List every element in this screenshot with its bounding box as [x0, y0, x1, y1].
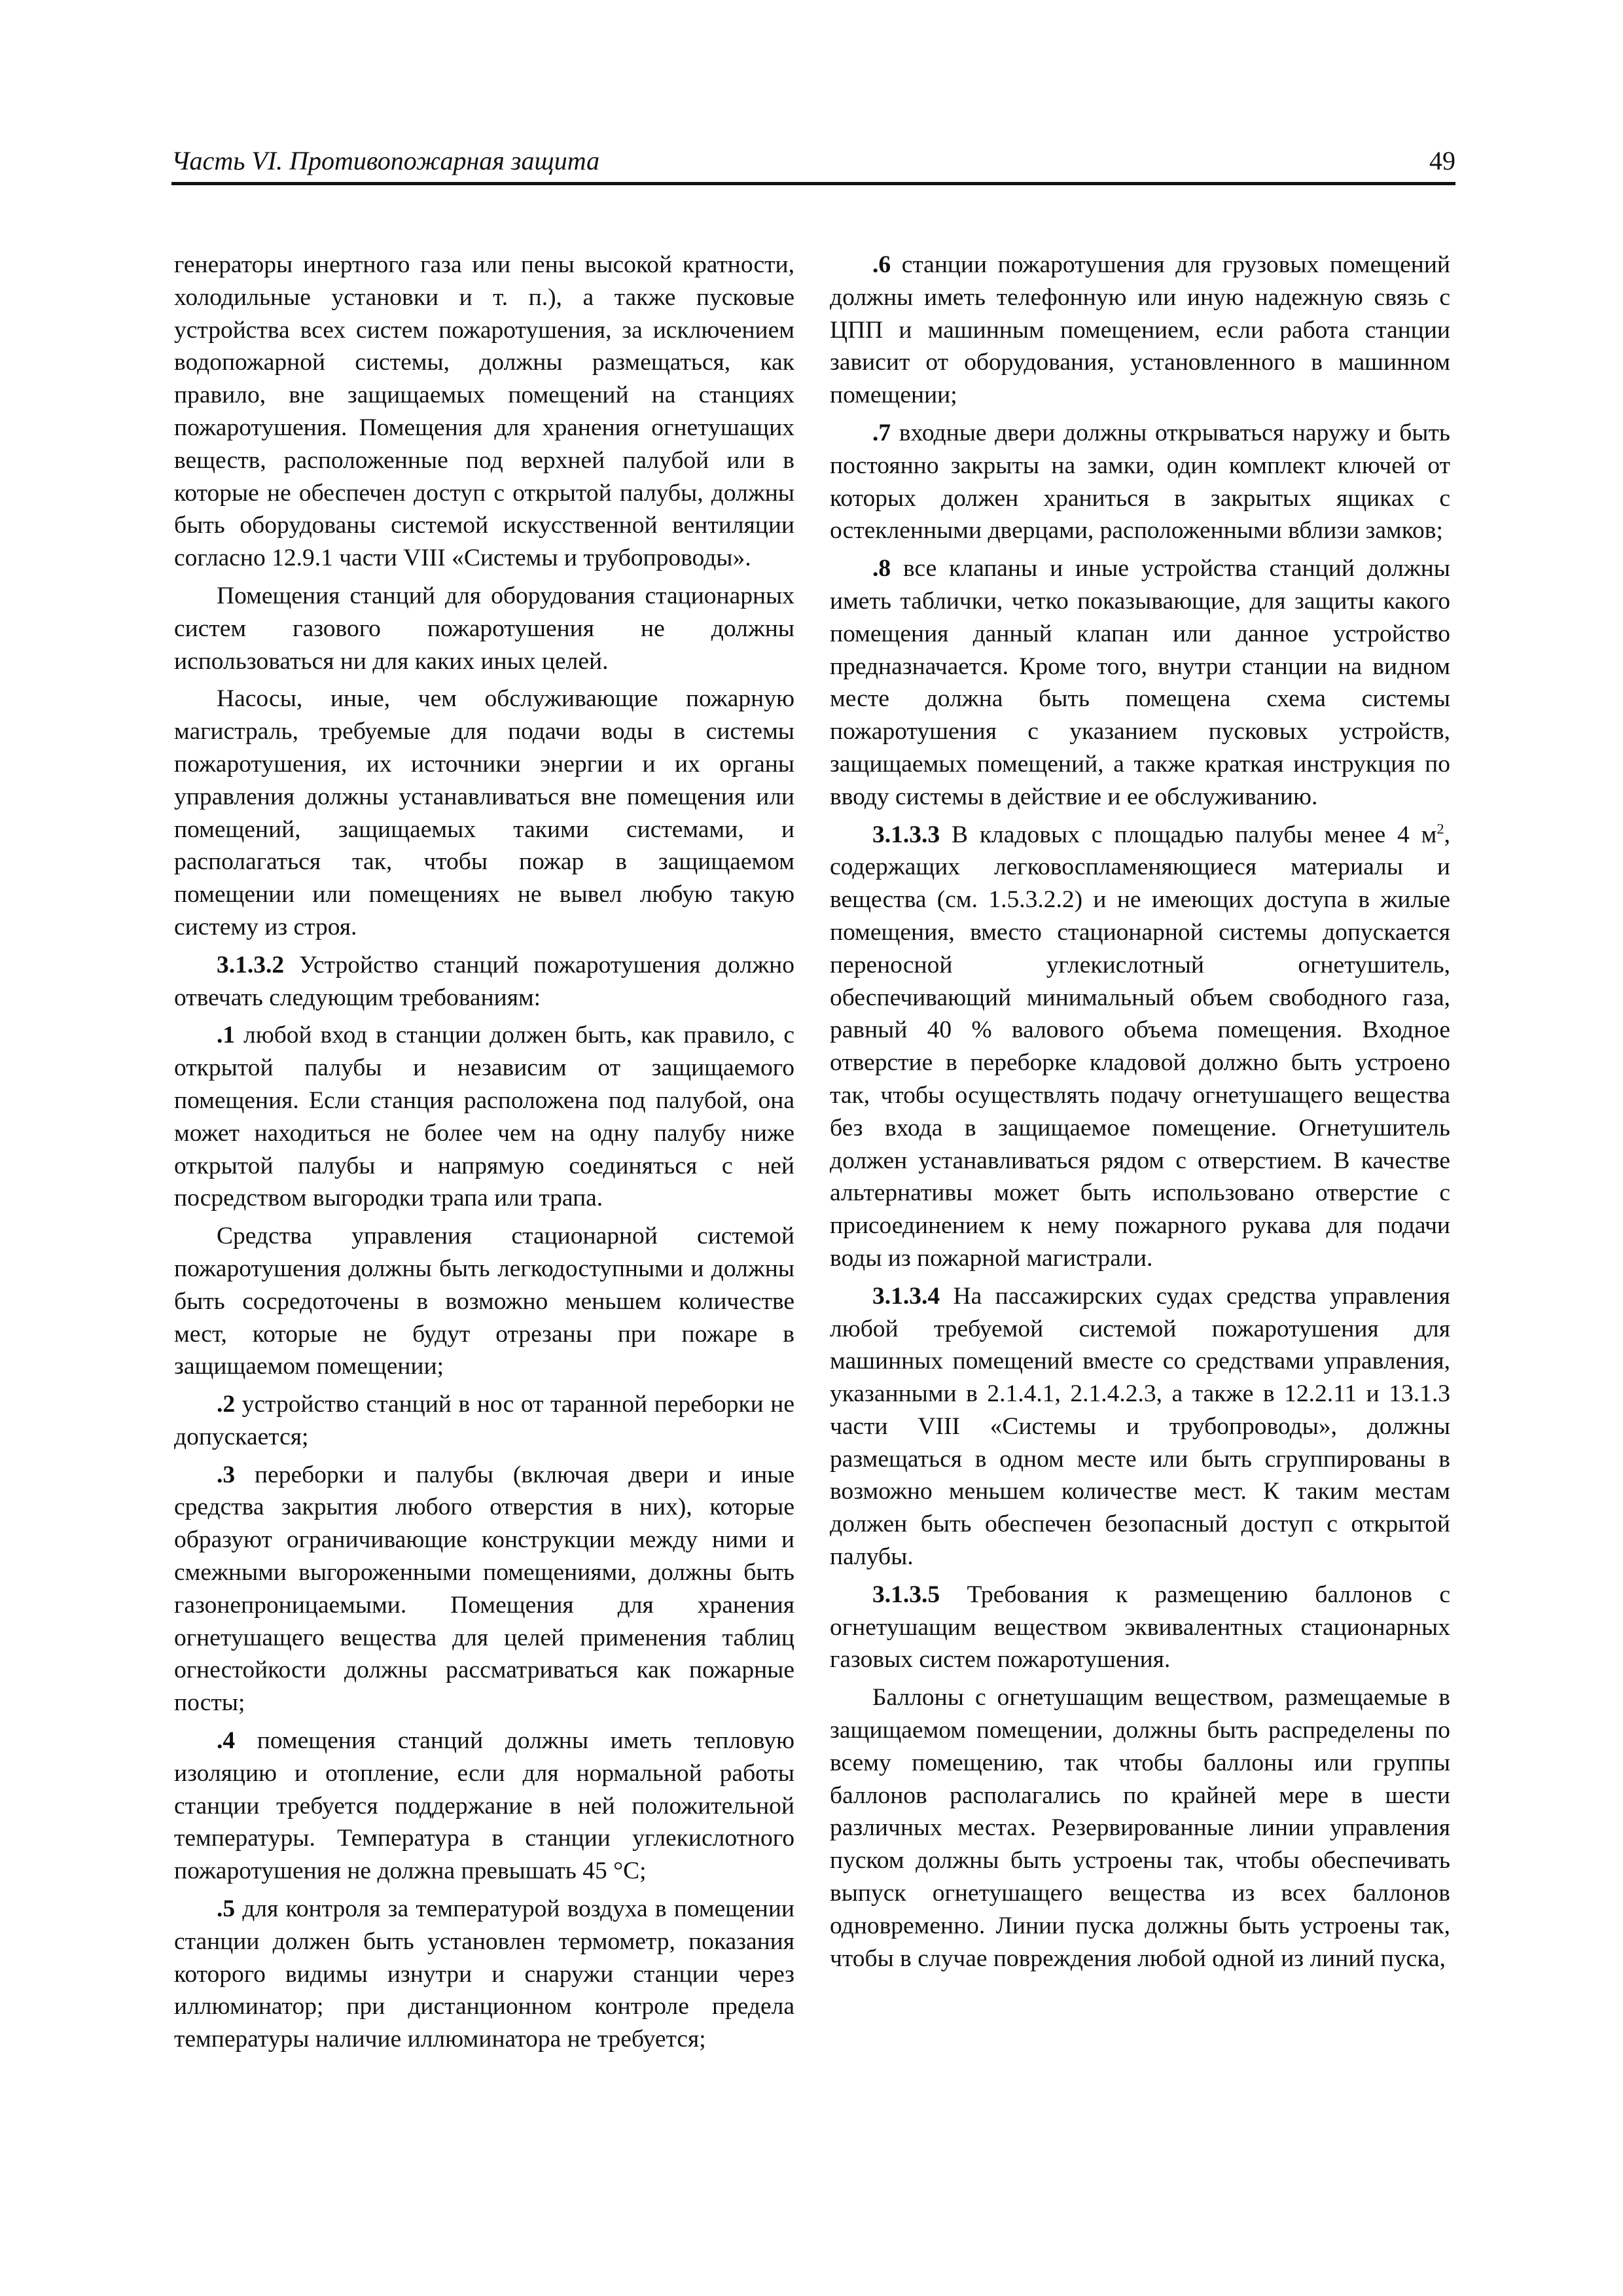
item-number: .7: [872, 419, 891, 446]
item-number: .4: [217, 1727, 236, 1755]
clause-number: 3.1.3.5: [872, 1581, 940, 1608]
page-number: 49: [1429, 146, 1455, 175]
paragraph: генераторы инертного газа или пены высокой кратности, холодильные установки и т. п.), а также пусковые устройства всех систем пожаротушения, за исключением водопожарной системы, должны размещаться, как правило, вне защищаемых помещений на станциях пожаротушения. Помещения для хранения огнетушащих веществ, расположенные под верхней палубой или в которые не обеспечен доступ с открытой палубы, должны быть оборудованы системой искусственной вентиляции согласно 12.9.1 части VIII «Системы и трубопроводы».: [174, 251, 794, 572]
left-column: [174, 249, 794, 2061]
item-number: .2: [217, 1391, 236, 1418]
list-item: .4 помещения станций должны иметь тепловую изоляцию и отопление, если для нормальной работы станции требуется поддержание в ней положительной температуры. Температура в станции углекислотного пожаротушения не должна превышать 45 °С;: [174, 1727, 794, 1885]
paragraph: Баллоны с огнетушащим веществом, размещаемые в защищаемом помещении, должны быть распределены по всему помещению, так чтобы баллоны или группы баллонов располагались по крайней мере в шести различных местах. Резервированные линии управления пуском должны быть устроены так, чтобы обеспечивать выпуск огнетушащего вещества из всех баллонов одновременно. Линии пуска должны быть устроены так, чтобы в случае повреждения любой одной из линий пуска,: [830, 1684, 1450, 1972]
clause-3-1-3-3: 3.1.3.3 В кладовых с площадью палубы менее 4 $м^2$, содержащих легковоспламеняющиеся материалы и вещества (см. 1.5.3.2.2) и не имеющих доступа в жилые помещения, вместо стационарной системы допускается переносной углекислотный огнетушитель, обеспечивающий минимальный объем свободного газа, равный 40 % валового объема помещения. Входное отверстие в переборке кладовой должно быть устроено так, чтобы осуществлять подачу огнетушащего вещества без входа в защищаемое помещение. Огнетушитель должен устанавливаться рядом с отверстием. В качестве альтернативы может быть использовано отверстие с присоединением к нему пожарного рукава для подачи воды из пожарной магистрали.: [830, 820, 1450, 1272]
paragraph: Средства управления стационарной системой пожаротушения должны быть легкодоступными и должны быть сосредоточены в возможно меньшем количестве мест, которые не будут отрезаны при пожаре в защищаемом помещении;: [174, 1223, 794, 1380]
header-title: Часть VI. Противопожарная защита: [171, 146, 600, 175]
item-number: .8: [872, 555, 891, 583]
list-item: .8 все клапаны и иные устройства станций должны иметь таблички, четко показывающие, для защиты какого помещения данный клапан или данное устройство предназначается. Кроме того, внутри станции на видном месте должна быть помещена схема системы пожаротушения с указанием пусковых устройств, защищаемых помещений, а также краткая инструкция по вводу системы в действие и ее обслуживанию.: [830, 555, 1450, 810]
clause-number: 3.1.3.3: [872, 821, 940, 848]
clause-3-1-3-2: 3.1.3.2 Устройство станций пожаротушения должно отвечать следующим требованиям:: [174, 951, 794, 1011]
list-item: .6 станции пожаротушения для грузовых помещений должны иметь телефонную или иную надежную связь с ЦПП и машинным помещением, если работа станции зависит от оборудования, установленного в машинном помещении;: [830, 251, 1450, 409]
list-item: .3 переборки и палубы (включая двери и иные средства закрытия любого отверстия в них), которые образуют ограничивающие конструкции между ними и смежными выгороженными помещениями, должны быть газонепроницаемыми. Помещения для хранения огнетушащего вещества для целей применения таблиц огнестойкости должны рассматриваться как пожарные посты;: [174, 1461, 794, 1717]
paragraph: Насосы, иные, чем обслуживающие пожарную магистраль, требуемые для подачи воды в системы пожаротушения, их источники энергии и их органы управления должны устанавливаться вне помещения или помещений, защищаемых такими системами, и располагаться так, чтобы пожар в защищаемом помещении или помещениях не вывел любую такую систему из строя.: [174, 685, 794, 941]
list-item: .7 входные двери должны открываться наружу и быть постоянно закрыты на замки, один комплект ключей от которых должен храниться в закрытых ящиках с остекленными дверцами, расположенными вблизи замков;: [830, 419, 1450, 545]
clause-3-1-3-4: 3.1.3.4 На пассажирских судах средства управления любой требуемой системой пожаротушения для машинных помещений вместе со средствами управления, указанными в 2.1.4.1, 2.1.4.2.3, а также в 12.2.11 и 13.1.3 части VIII «Системы и трубопроводы», должны размещаться в одном месте или быть сгруппированы в возможно меньшем количестве мест. К таким местам должен быть обеспечен безопасный доступ с открытой палубы.: [830, 1282, 1450, 1571]
clause-number: 3.1.3.2: [217, 951, 285, 978]
list-item: .2 устройство станций в нос от таранной переборки не допускается;: [174, 1391, 794, 1450]
item-number: .1: [217, 1022, 236, 1049]
paragraph: Помещения станций для оборудования стационарных систем газового пожаротушения не должны использоваться ни для каких иных целей.: [174, 582, 794, 675]
clause-3-1-3-5: 3.1.3.5 Требования к размещению баллонов с огнетушащим веществом эквивалентных стационарных газовых систем пожаротушения.: [830, 1581, 1450, 1674]
item-number: .6: [872, 251, 891, 278]
clause-number: 3.1.3.4: [872, 1282, 940, 1310]
running-header: [171, 143, 1455, 185]
item-number: .5: [217, 1895, 236, 1923]
list-item: .5 для контроля за температурой воздуха в помещении станции должен быть установлен термометр, показания которого видимы изнутри и снаружи станции через иллюминатор; при дистанционном контроле предела температуры наличие иллюминатора не требуется;: [174, 1895, 794, 2053]
superscript: 2: [1436, 820, 1444, 837]
list-item: .1 любой вход в станции должен быть, как правило, с открытой палубы и независим от защищаемого помещения. Если станция расположена под палубой, она может находиться не более чем на одну палубу ниже открытой палубы и напрямую соединяться с ней посредством выгородки трапа или трапа.: [174, 1022, 794, 1212]
item-number: .3: [217, 1461, 236, 1488]
right-column: [830, 249, 1450, 1980]
